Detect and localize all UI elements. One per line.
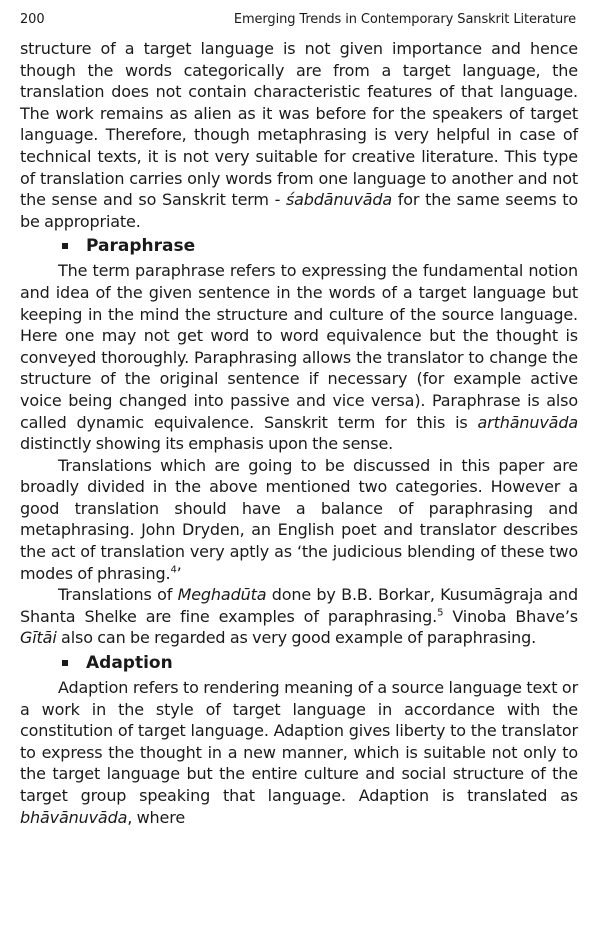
paragraph-meghaduta-examples — [20, 584, 578, 649]
text-run: The term paraphrase refers to expressing the fundamental notion and idea of the given sentence in the words of a target language but keeping in the mind the structure and culture of the source language. Here one may not get word to word equivalence but the thought is conveyed thoroughly. Paraphrasing allows the translator to change the structure of the original sentence if necessary (for example active voice being changed into passive and vice versa). Paraphrase is also called dynamic equivalence. Sanskrit term for this is — [20, 261, 578, 432]
text-run: for the same seems to be appropriate. — [20, 190, 578, 231]
section-heading-paraphrase — [62, 235, 578, 257]
page-number: 200 — [20, 12, 45, 27]
square-bullet-icon — [62, 243, 68, 249]
square-bullet-icon — [62, 660, 68, 666]
text-run: Vinoba Bhave’s — [443, 606, 578, 626]
text-run: distinctly showing its emphasis upon the sense. — [20, 434, 394, 454]
text-run: Translations which are going to be discussed in this paper are broadly divided in the above mentioned two categories. However a good translation should have a balance of paraphrasing and metaphrasing. John Dryden, an English poet and translator describes the act of translation very aptly as ‘the judicious blending of these two modes of phrasing. — [20, 455, 578, 583]
text-run: structure of a target language is not given importance and hence though the words categorically are from a target language, the translation does not contain characteristic features of that language. The work remains as alien as it was before for the speakers of target language. Therefore, though metaphrasing is very helpful in case of technical texts, it is not very suitable for creative literature. This type of translation carries only words from one language to another and not the sense and so Sanskrit term - — [20, 39, 578, 210]
paragraph-metaphrase-continued — [20, 38, 578, 232]
sanskrit-term: arthānuvāda — [477, 412, 578, 432]
heading-text: Paraphrase — [86, 236, 196, 257]
text-run: also can be regarded as very good example of paraphrasing. — [56, 628, 537, 648]
text-run: ’ — [176, 563, 182, 583]
work-title: Gītāi — [20, 628, 57, 648]
text-run: Translations of — [58, 585, 178, 605]
running-title: Emerging Trends in Contemporary Sanskrit Literature — [233, 12, 576, 27]
text-run: , where — [127, 807, 186, 827]
paragraph-adaption-definition — [20, 677, 578, 828]
text-run: Adaption refers to rendering meaning of a source language text or a work in the style of target language in accordance with the constitution of target language. Adaption gives liberty to the translator to express the thought in a new manner, which is suitable not only to the target language but the entire culture and social structure of the target group speaking that language. Adaption is translated as — [20, 678, 578, 805]
running-header — [20, 12, 578, 28]
heading-text: Adaption — [86, 653, 173, 674]
section-heading-adaption — [62, 652, 578, 674]
paragraph-translation-categories — [20, 455, 578, 585]
footnote-ref: 4 — [170, 564, 177, 576]
footnote-ref: 5 — [437, 607, 444, 619]
work-title: Meghadūta — [177, 585, 267, 605]
paragraph-paraphrase-definition — [20, 260, 578, 454]
sanskrit-term: śabdānuvāda — [285, 190, 393, 210]
text-run: done by B.B. Borkar, Kusumāgraja and Shanta Shelke are fine examples of paraphrasing. — [20, 585, 578, 626]
sanskrit-term: bhāvānuvāda — [20, 807, 128, 827]
book-page — [20, 12, 578, 828]
